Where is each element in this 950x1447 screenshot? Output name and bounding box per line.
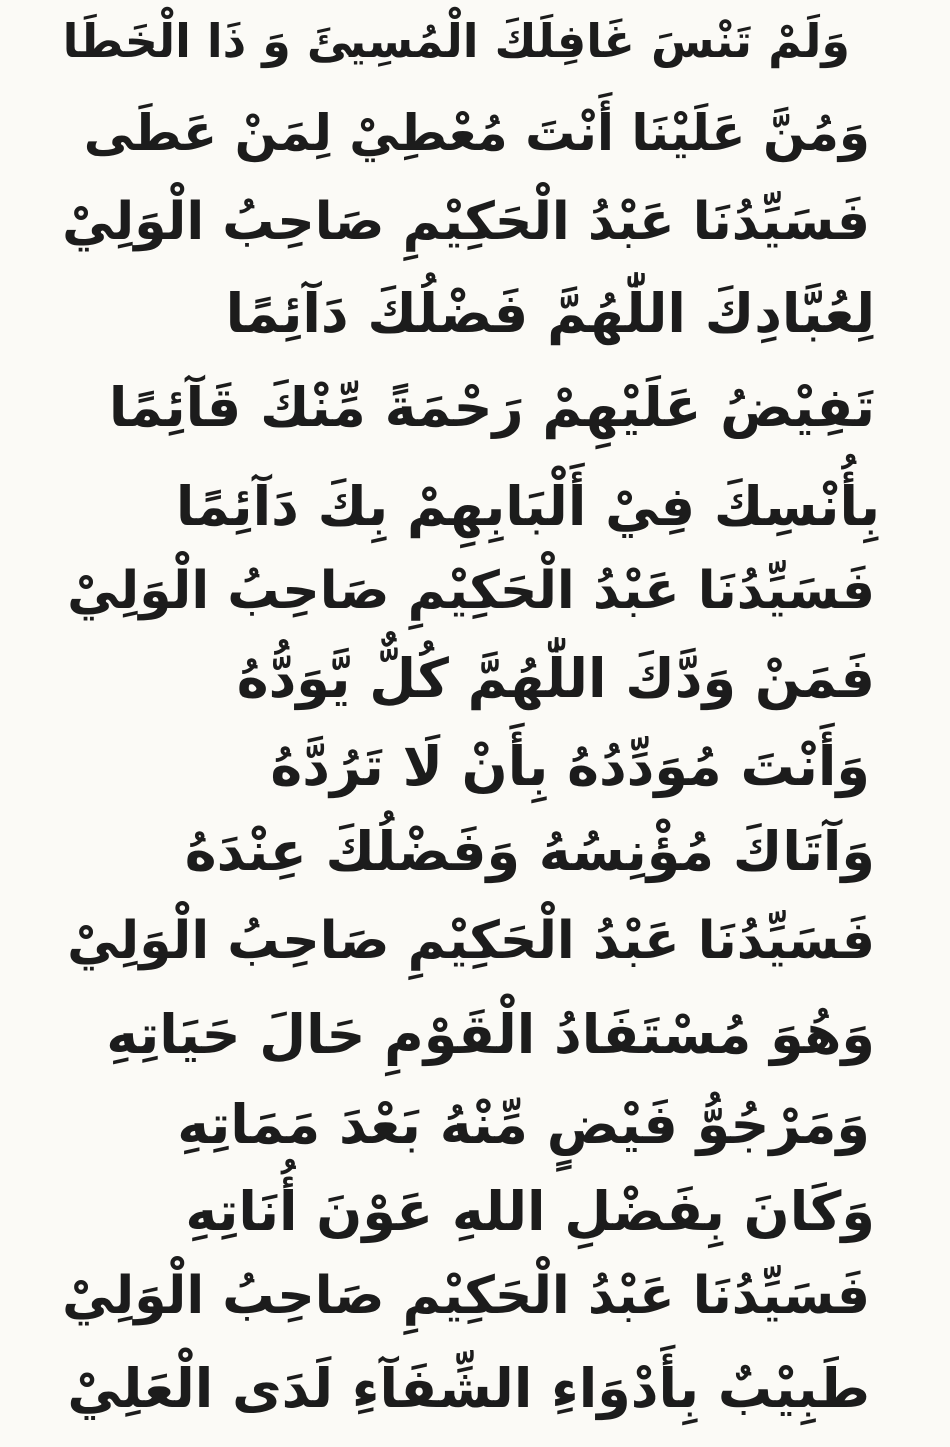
- verse-line-14: وَكَانَ بِفَضْلِ اللهِ عَوْنَ أُنَاتِهِ: [185, 1180, 875, 1243]
- verse-line-12: وَهُوَ مُسْتَفَادُ الْقَوْمِ حَالَ حَيَاتِهِ: [106, 1003, 875, 1066]
- verse-line-6: بِأُنْسِكَ فِيْ أَلْبَابِهِمْ بِكَ دَآئِمًا: [175, 475, 880, 538]
- verse-line-1: وَلَمْ تَنْسَ غَافِلَكَ الْمُسِيئَ وَ ذَا الْخَطَا: [62, 14, 850, 68]
- verse-line-11: فَسَيِّدُنَا عَبْدُ الْحَكِيْمِ صَاحِبُ الْوَلِيْ: [67, 911, 875, 971]
- verse-line-9: وَأَنْتَ مُوَدِّدُهُ بِأَنْ لَا تَرُدَّهُ: [270, 735, 870, 798]
- verse-line-2: وَمُنَّ عَلَيْنَا أَنْتَ مُعْطِيْ لِمَنْ عَطَى: [83, 104, 870, 162]
- verse-line-13: وَمَرْجُوُّ فَيْضٍ مِّنْهُ بَعْدَ مَمَاتِهِ: [177, 1093, 870, 1156]
- verse-line-4: لِعُبَّادِكَ اللّٰهُمَّ فَضْلُكَ دَآئِمًا: [225, 282, 875, 345]
- verse-line-8: فَمَنْ وَدَّكَ اللّٰهُمَّ كُلٌّ يَّوَدُّهُ: [236, 647, 875, 710]
- verse-line-5: تَفِيْضُ عَلَيْهِمْ رَحْمَةً مِّنْكَ قَآئِمًا: [108, 376, 875, 439]
- verse-line-3: فَسَيِّدُنَا عَبْدُ الْحَكِيْمِ صَاحِبُ الْوَلِيْ: [62, 192, 870, 252]
- verse-line-7: فَسَيِّدُنَا عَبْدُ الْحَكِيْمِ صَاحِبُ الْوَلِيْ: [67, 561, 875, 621]
- verse-line-10: وَآتَاكَ مُؤْنِسُهُ وَفَضْلُكَ عِنْدَهُ: [184, 820, 875, 883]
- verse-line-16: طَبِيْبٌ بِأَدْوَاءِ الشِّفَآءِ لَدَى الْعَلِيْ: [67, 1357, 870, 1420]
- verse-line-15: فَسَيِّدُنَا عَبْدُ الْحَكِيْمِ صَاحِبُ الْوَلِيْ: [62, 1266, 870, 1326]
